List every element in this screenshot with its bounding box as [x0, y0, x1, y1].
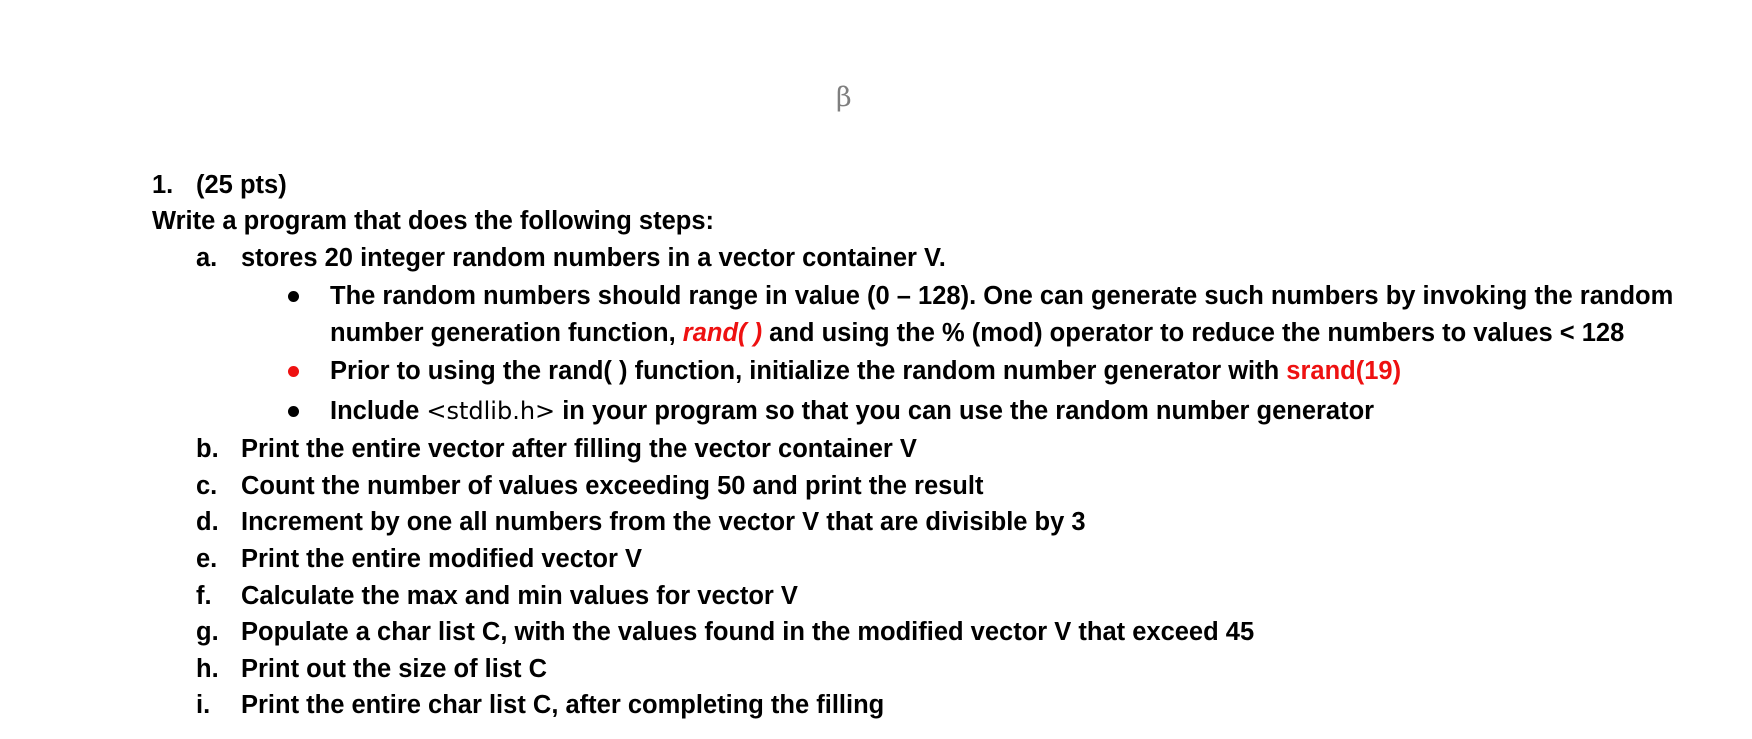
step-text-c: Count the number of values exceeding 50 and print the result [241, 472, 984, 500]
sub-bullet-1-line2-post: and using the % (mod) operator to reduce the numbers to values < 128 [762, 319, 1625, 347]
step-marker-d: d. [196, 508, 219, 536]
question-intro: Write a program that does the following steps: [152, 207, 714, 235]
bullet-dot-2 [288, 366, 299, 377]
sub-bullet-1-line2 [330, 316, 1624, 350]
step-marker-a: a. [196, 244, 218, 272]
step-marker-b: b. [196, 435, 219, 463]
bullet-dot-1 [288, 291, 299, 302]
step-text-d: Increment by one all numbers from the vector V that are divisible by 3 [241, 508, 1086, 536]
sub-bullet-3-post: in your program so that you can use the random number generator [555, 397, 1375, 425]
sub-bullet-3-pre: Include [330, 397, 427, 425]
stdlib-header-code: <stdlib.h> [426, 397, 556, 425]
step-marker-f: f. [196, 582, 212, 610]
sub-bullet-2-pre: Prior to using the rand( ) function, initialize the random number generator with [330, 357, 1287, 385]
step-marker-i: i. [196, 691, 211, 719]
step-marker-c: c. [196, 472, 218, 500]
step-text-i: Print the entire char list C, after completing the filling [241, 691, 885, 719]
step-text-a: stores 20 integer random numbers in a vector container V. [241, 244, 946, 272]
sub-bullet-1-line2-pre: number generation function, [330, 319, 683, 347]
bullet-dot-3 [288, 406, 299, 417]
step-marker-e: e. [196, 545, 218, 573]
sub-bullet-3 [330, 394, 1374, 428]
step-text-h: Print out the size of list C [241, 655, 548, 683]
beta-symbol: β [836, 82, 852, 113]
step-text-b: Print the entire vector after filling the vector container V [241, 435, 917, 463]
step-marker-g: g. [196, 618, 219, 646]
sub-bullet-1-line1: The random numbers should range in value (0 – 128). One can generate such numbers by invoking the random [330, 282, 1674, 310]
question-points: (25 pts) [196, 171, 287, 199]
question-number: 1. [152, 171, 174, 199]
step-marker-h: h. [196, 655, 219, 683]
step-text-e: Print the entire modified vector V [241, 545, 642, 573]
step-text-g: Populate a char list C, with the values found in the modified vector V that exceed 45 [241, 618, 1255, 646]
step-text-f: Calculate the max and min values for vector V [241, 582, 798, 610]
srand-function-highlight: srand(19) [1286, 357, 1402, 385]
sub-bullet-2 [330, 354, 1401, 388]
rand-function-highlight: rand( ) [682, 319, 763, 347]
